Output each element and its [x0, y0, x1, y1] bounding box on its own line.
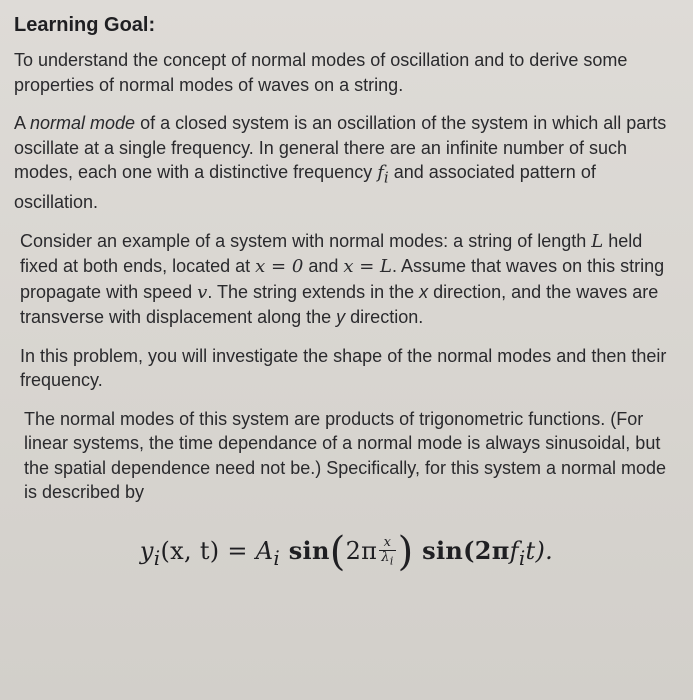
definition-paragraph: A normal mode of a closed system is an oscillation of the system in which all parts oscillate at a single frequency. In general there are an infinite number of such modes, each one with a distinctive frequency $f_i$ and associated pattern of oscillation. — [14, 113, 667, 213]
x-over-lambda-fraction: $\frac{x}{\lambda_i}$ — [381, 534, 394, 568]
normal-mode-equation: $y_i(x$, $t) = A_i$ sin(2π $\frac{x}{\lambda_i}$ ) $\sin(2\pi f_it)$. — [139, 528, 554, 575]
normal-mode-term: normal mode — [30, 113, 136, 133]
goal-paragraph: To understand the concept of normal modes of oscillation and to derive some properties of normal modes of waves on a string. — [14, 50, 628, 95]
products-paragraph: The normal modes of this system are products of trigonometric functions. (For linear systems, the time dependance of a normal mode is always sinusoidal, but the spatial dependence need not be.) Specifically, for this system a normal mode is described by — [24, 408, 667, 503]
learning-goal-heading: Learning Goal: — [14, 14, 156, 36]
example-paragraph: Consider an example of a system with normal modes: a string of length L held fixed at both ends, located at x = 0 and x = L. Assume that waves on this string propagate with speed v. The string extends in the x direction, and the waves are transverse with displacement along the y direction. — [20, 230, 665, 328]
frequency-symbol: $f_i$ — [377, 162, 389, 187]
investigate-paragraph: In this problem, you will investigate the shape of the normal modes and then their frequency. — [20, 345, 667, 391]
